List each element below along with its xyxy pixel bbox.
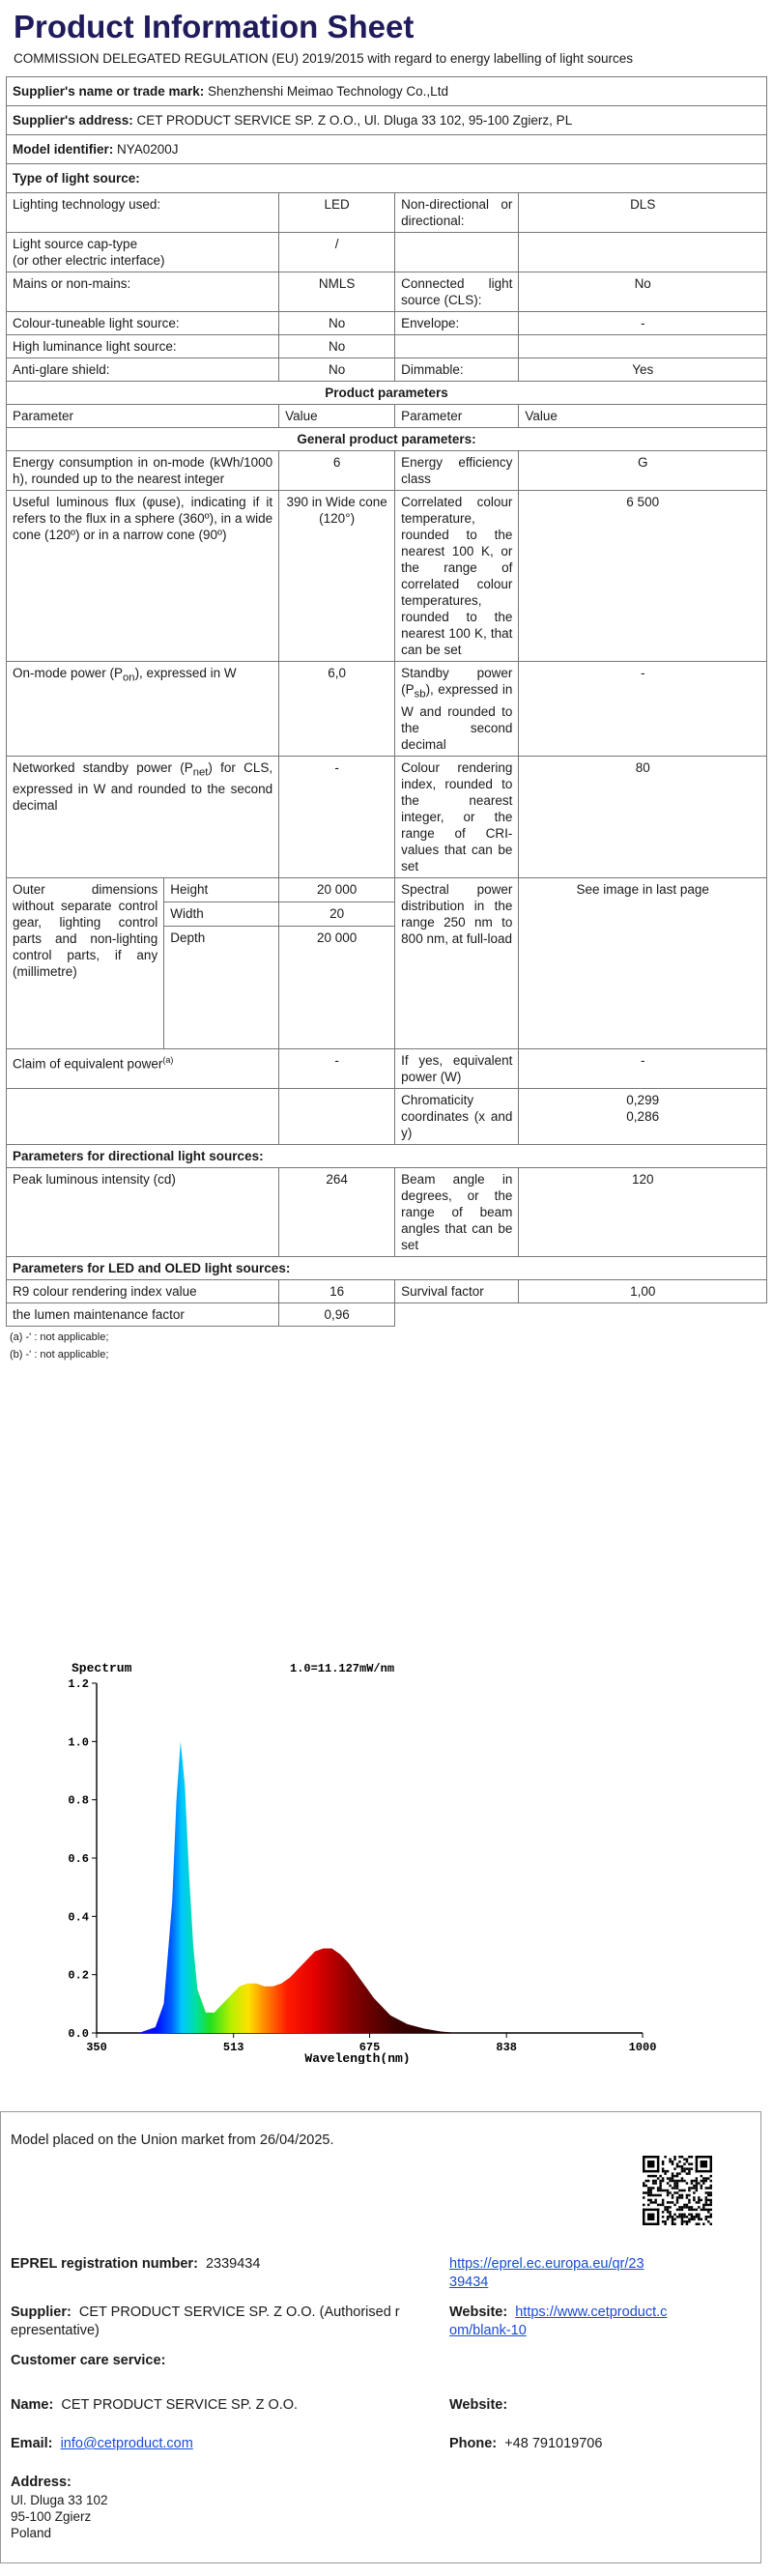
x-tick-label: 675 bbox=[358, 2041, 381, 2054]
cls-label: Connected light source (CLS): bbox=[395, 272, 519, 312]
column-header-row bbox=[7, 405, 767, 428]
eprel-link[interactable]: https://eprel.ec.europa.eu/qr/23 39434 bbox=[449, 2256, 644, 2290]
width-label: Width bbox=[164, 902, 279, 926]
height-value: 20 000 bbox=[279, 877, 395, 902]
general-parameters-heading: General product parameters: bbox=[7, 428, 767, 451]
cap-type-label-sub: (or other electric interface) bbox=[13, 253, 165, 268]
chart-annotation: 1.0=11.127mW/nm bbox=[290, 1662, 395, 1675]
directional-heading-row bbox=[7, 1144, 767, 1167]
product-parameters-heading: Product parameters bbox=[7, 382, 767, 405]
high-luminance-value: No bbox=[279, 335, 395, 358]
address-row bbox=[7, 106, 767, 135]
spectral-distribution-value: See image in last page bbox=[519, 877, 767, 1048]
spectral-distribution-label: Spectral power distribution in the range 250 nm to 800 nm, at full-load bbox=[395, 877, 519, 1048]
height-label: Height bbox=[164, 877, 279, 902]
dimmable-value: Yes bbox=[519, 358, 767, 382]
supplier-label: Supplier's name or trade mark: bbox=[13, 84, 205, 99]
energy-class-label: Energy efficiency class bbox=[395, 451, 519, 491]
type-heading: Type of light source: bbox=[7, 164, 767, 193]
y-tick-label: 0.4 bbox=[68, 1910, 89, 1925]
spectrum-chart bbox=[58, 1648, 696, 2064]
model-label: Model identifier: bbox=[13, 142, 114, 157]
claim-equivalent-label: Claim of equivalent power$^{(a)}$ bbox=[7, 1048, 279, 1088]
mains-value: NMLS bbox=[279, 272, 395, 312]
standby-power-value: - bbox=[519, 662, 767, 757]
lighting-tech-value: LED bbox=[279, 193, 395, 233]
depth-label: Depth bbox=[164, 926, 279, 1048]
col-header-parameter-1: Parameter bbox=[7, 405, 279, 428]
spectrum-area bbox=[122, 1741, 474, 2033]
general-parameters-row bbox=[7, 428, 767, 451]
page-title: Product Information Sheet bbox=[14, 9, 415, 44]
product-information-sheet bbox=[6, 0, 767, 1363]
lighting-tech-row bbox=[7, 193, 767, 233]
width-value: 20 bbox=[279, 902, 395, 926]
directional-heading: Parameters for directional light sources: bbox=[7, 1144, 767, 1167]
lighting-tech-label: Lighting technology used: bbox=[7, 193, 279, 233]
y-tick-label: 0.2 bbox=[68, 1968, 89, 1983]
model-row bbox=[7, 135, 767, 164]
beam-angle-label: Beam angle in degrees, or the range of beam angles that can be set bbox=[395, 1167, 519, 1256]
directional-label: Non-directional or directional: bbox=[395, 193, 519, 233]
height-row bbox=[7, 877, 767, 902]
cct-value: 6 500 bbox=[519, 491, 767, 662]
supplier-value: Shenzhenshi Meimao Technology Co.,Ltd bbox=[208, 84, 448, 99]
address-footer-label: Address: bbox=[11, 2475, 72, 2490]
y-tick-label: 0.6 bbox=[68, 1852, 89, 1866]
address-footer-lines: Ul. Dluga 33 102 95-100 Zgierz Poland bbox=[11, 2493, 108, 2540]
beam-angle-value: 120 bbox=[519, 1167, 767, 1256]
footer-panel bbox=[0, 2111, 761, 2563]
qr-code-icon[interactable] bbox=[643, 2156, 712, 2225]
equivalent-power-value: - bbox=[519, 1048, 767, 1088]
cap-type-label: Light source cap-type bbox=[13, 237, 138, 251]
footnote-b: (b) -' : not applicable; bbox=[10, 1348, 109, 1360]
claim-row bbox=[7, 1048, 767, 1088]
on-mode-row bbox=[7, 662, 767, 757]
luminous-flux-value: 390 in Wide cone (120°) bbox=[279, 491, 395, 662]
market-date-text: Model placed on the Union market from 26/04/2025. bbox=[11, 2132, 334, 2148]
envelope-value: - bbox=[519, 312, 767, 335]
energy-row bbox=[7, 451, 767, 491]
supplier-footer-label: Supplier: bbox=[11, 2304, 72, 2320]
high-luminance-row bbox=[7, 335, 767, 358]
on-mode-power-label: On-mode power $(P_{on})$, expressed in W bbox=[7, 662, 279, 757]
x-tick-label: 838 bbox=[496, 2041, 517, 2054]
website-label: Website: bbox=[449, 2304, 508, 2320]
r9-label: R9 colour rendering index value bbox=[7, 1279, 279, 1302]
survival-factor-label: Survival factor bbox=[395, 1279, 519, 1302]
mains-row bbox=[7, 272, 767, 312]
directional-value: DLS bbox=[519, 193, 767, 233]
lumen-maintenance-label: the lumen maintenance factor bbox=[7, 1302, 279, 1326]
cri-value: 80 bbox=[519, 756, 767, 877]
footnotes bbox=[10, 1329, 767, 1363]
colour-tuneable-label: Colour-tuneable light source: bbox=[7, 312, 279, 335]
y-tick-label: 0.0 bbox=[68, 2027, 89, 2041]
chromaticity-value: 0,299 0,286 bbox=[519, 1088, 767, 1144]
y-tick-label: 1.0 bbox=[68, 1735, 89, 1750]
model-value: NYA0200J bbox=[117, 142, 179, 157]
cct-label: Correlated colour temperature, rounded to the nearest 100 K, or the range of correlated colour temperatures, rounded to the nearest 100 K, that can be set bbox=[395, 491, 519, 662]
peak-intensity-value: 264 bbox=[279, 1167, 395, 1256]
footnote-a: (a) -' : not applicable; bbox=[10, 1331, 109, 1343]
customer-care-heading: Customer care service: bbox=[11, 2353, 166, 2368]
anti-glare-label: Anti-glare shield: bbox=[7, 358, 279, 382]
type-heading-row bbox=[7, 164, 767, 193]
depth-value: 20 000 bbox=[279, 926, 395, 1048]
mains-label: Mains or non-mains: bbox=[7, 272, 279, 312]
cls-value: No bbox=[519, 272, 767, 312]
email-label: Email: bbox=[11, 2436, 53, 2451]
anti-glare-value: No bbox=[279, 358, 395, 382]
flux-row bbox=[7, 491, 767, 662]
chromaticity-label: Chromaticity coordinates (x and y) bbox=[395, 1088, 519, 1144]
website2-label: Website: bbox=[449, 2397, 508, 2413]
y-tick-label: 1.2 bbox=[68, 1677, 89, 1691]
anti-glare-row bbox=[7, 358, 767, 382]
website-link[interactable]: https://www.cetproduct.c om/blank-10 bbox=[449, 2304, 668, 2338]
maintenance-row bbox=[7, 1302, 767, 1326]
led-heading-row bbox=[7, 1256, 767, 1279]
phone-label: Phone: bbox=[449, 2436, 498, 2451]
equivalent-power-label: If yes, equivalent power (W) bbox=[395, 1048, 519, 1088]
on-mode-power-value: 6,0 bbox=[279, 662, 395, 757]
colour-tuneable-row bbox=[7, 312, 767, 335]
supplier-footer-value: CET PRODUCT SERVICE SP. Z O.O. (Authorised r epresentative) bbox=[11, 2304, 400, 2338]
chart-title: Spectrum bbox=[72, 1661, 132, 1675]
lumen-maintenance-value: 0,96 bbox=[279, 1302, 395, 1326]
col-header-parameter-2: Parameter bbox=[395, 405, 519, 428]
eprel-value: 2339434 bbox=[205, 2256, 261, 2272]
networked-standby-value: - bbox=[279, 756, 395, 877]
x-axis-label: Wavelength(nm) bbox=[304, 2051, 411, 2064]
phone-value: +48 791019706 bbox=[504, 2436, 603, 2451]
col-header-value-1: Value bbox=[279, 405, 395, 428]
energy-class-value: G bbox=[519, 451, 767, 491]
x-tick-label: 513 bbox=[222, 2041, 244, 2054]
survival-factor-value: 1,00 bbox=[519, 1279, 767, 1302]
email-link[interactable]: info@cetproduct.com bbox=[60, 2436, 193, 2451]
claim-equivalent-value: - bbox=[279, 1048, 395, 1088]
luminous-flux-label: Useful luminous flux (φuse), indicating if it refers to the flux in a sphere (360º), in a wide cone (120º) or in a narrow cone (90º) bbox=[7, 491, 279, 662]
networked-row bbox=[7, 756, 767, 877]
x-tick-label: 350 bbox=[86, 2041, 107, 2054]
led-heading: Parameters for LED and OLED light sources: bbox=[7, 1256, 767, 1279]
name-label: Name: bbox=[11, 2397, 54, 2413]
product-parameters-row bbox=[7, 382, 767, 405]
colour-tuneable-value: No bbox=[279, 312, 395, 335]
r9-row bbox=[7, 1279, 767, 1302]
standby-power-label: Standby power $(P_{sb})$, expressed in W and rounded to the second decimal bbox=[395, 662, 519, 757]
energy-consumption-label: Energy consumption in on-mode (kWh/1000 h), rounded up to the nearest integer bbox=[7, 451, 279, 491]
regulation-text: COMMISSION DELEGATED REGULATION (EU) 2019/2015 with regard to energy labelling of light sources bbox=[14, 51, 633, 66]
r9-value: 16 bbox=[279, 1279, 395, 1302]
cap-type-value: / bbox=[279, 233, 395, 272]
peak-intensity-label: Peak luminous intensity (cd) bbox=[7, 1167, 279, 1256]
parameters-table bbox=[6, 76, 767, 1327]
networked-standby-label: Networked standby power $(P_{net})$ for CLS, expressed in W and rounded to the second decimal bbox=[7, 756, 279, 877]
cap-type-row bbox=[7, 233, 767, 272]
col-header-value-2: Value bbox=[519, 405, 767, 428]
address-value: CET PRODUCT SERVICE SP. Z O.O., Ul. Dluga 33 102, 95-100 Zgierz, PL bbox=[136, 113, 573, 128]
eprel-label: EPREL registration number: bbox=[11, 2256, 198, 2272]
address-label: Supplier's address: bbox=[13, 113, 133, 128]
energy-consumption-value: 6 bbox=[279, 451, 395, 491]
chromaticity-row bbox=[7, 1088, 767, 1144]
peak-intensity-row bbox=[7, 1167, 767, 1256]
name-value: CET PRODUCT SERVICE SP. Z O.O. bbox=[61, 2397, 299, 2413]
supplier-row bbox=[7, 77, 767, 106]
y-tick-label: 0.8 bbox=[68, 1793, 89, 1808]
spectrum-curve bbox=[122, 1741, 474, 2033]
high-luminance-label: High luminance light source: bbox=[7, 335, 279, 358]
outer-dimensions-label: Outer dimensions without separate control gear, lighting control parts and non-lighting control parts, if any (millimetre) bbox=[7, 877, 164, 1048]
envelope-label: Envelope: bbox=[395, 312, 519, 335]
dimmable-label: Dimmable: bbox=[395, 358, 519, 382]
x-tick-label: 1000 bbox=[628, 2041, 657, 2054]
cri-label: Colour rendering index, rounded to the nearest integer, or the range of CRI-values that can be set bbox=[395, 756, 519, 877]
